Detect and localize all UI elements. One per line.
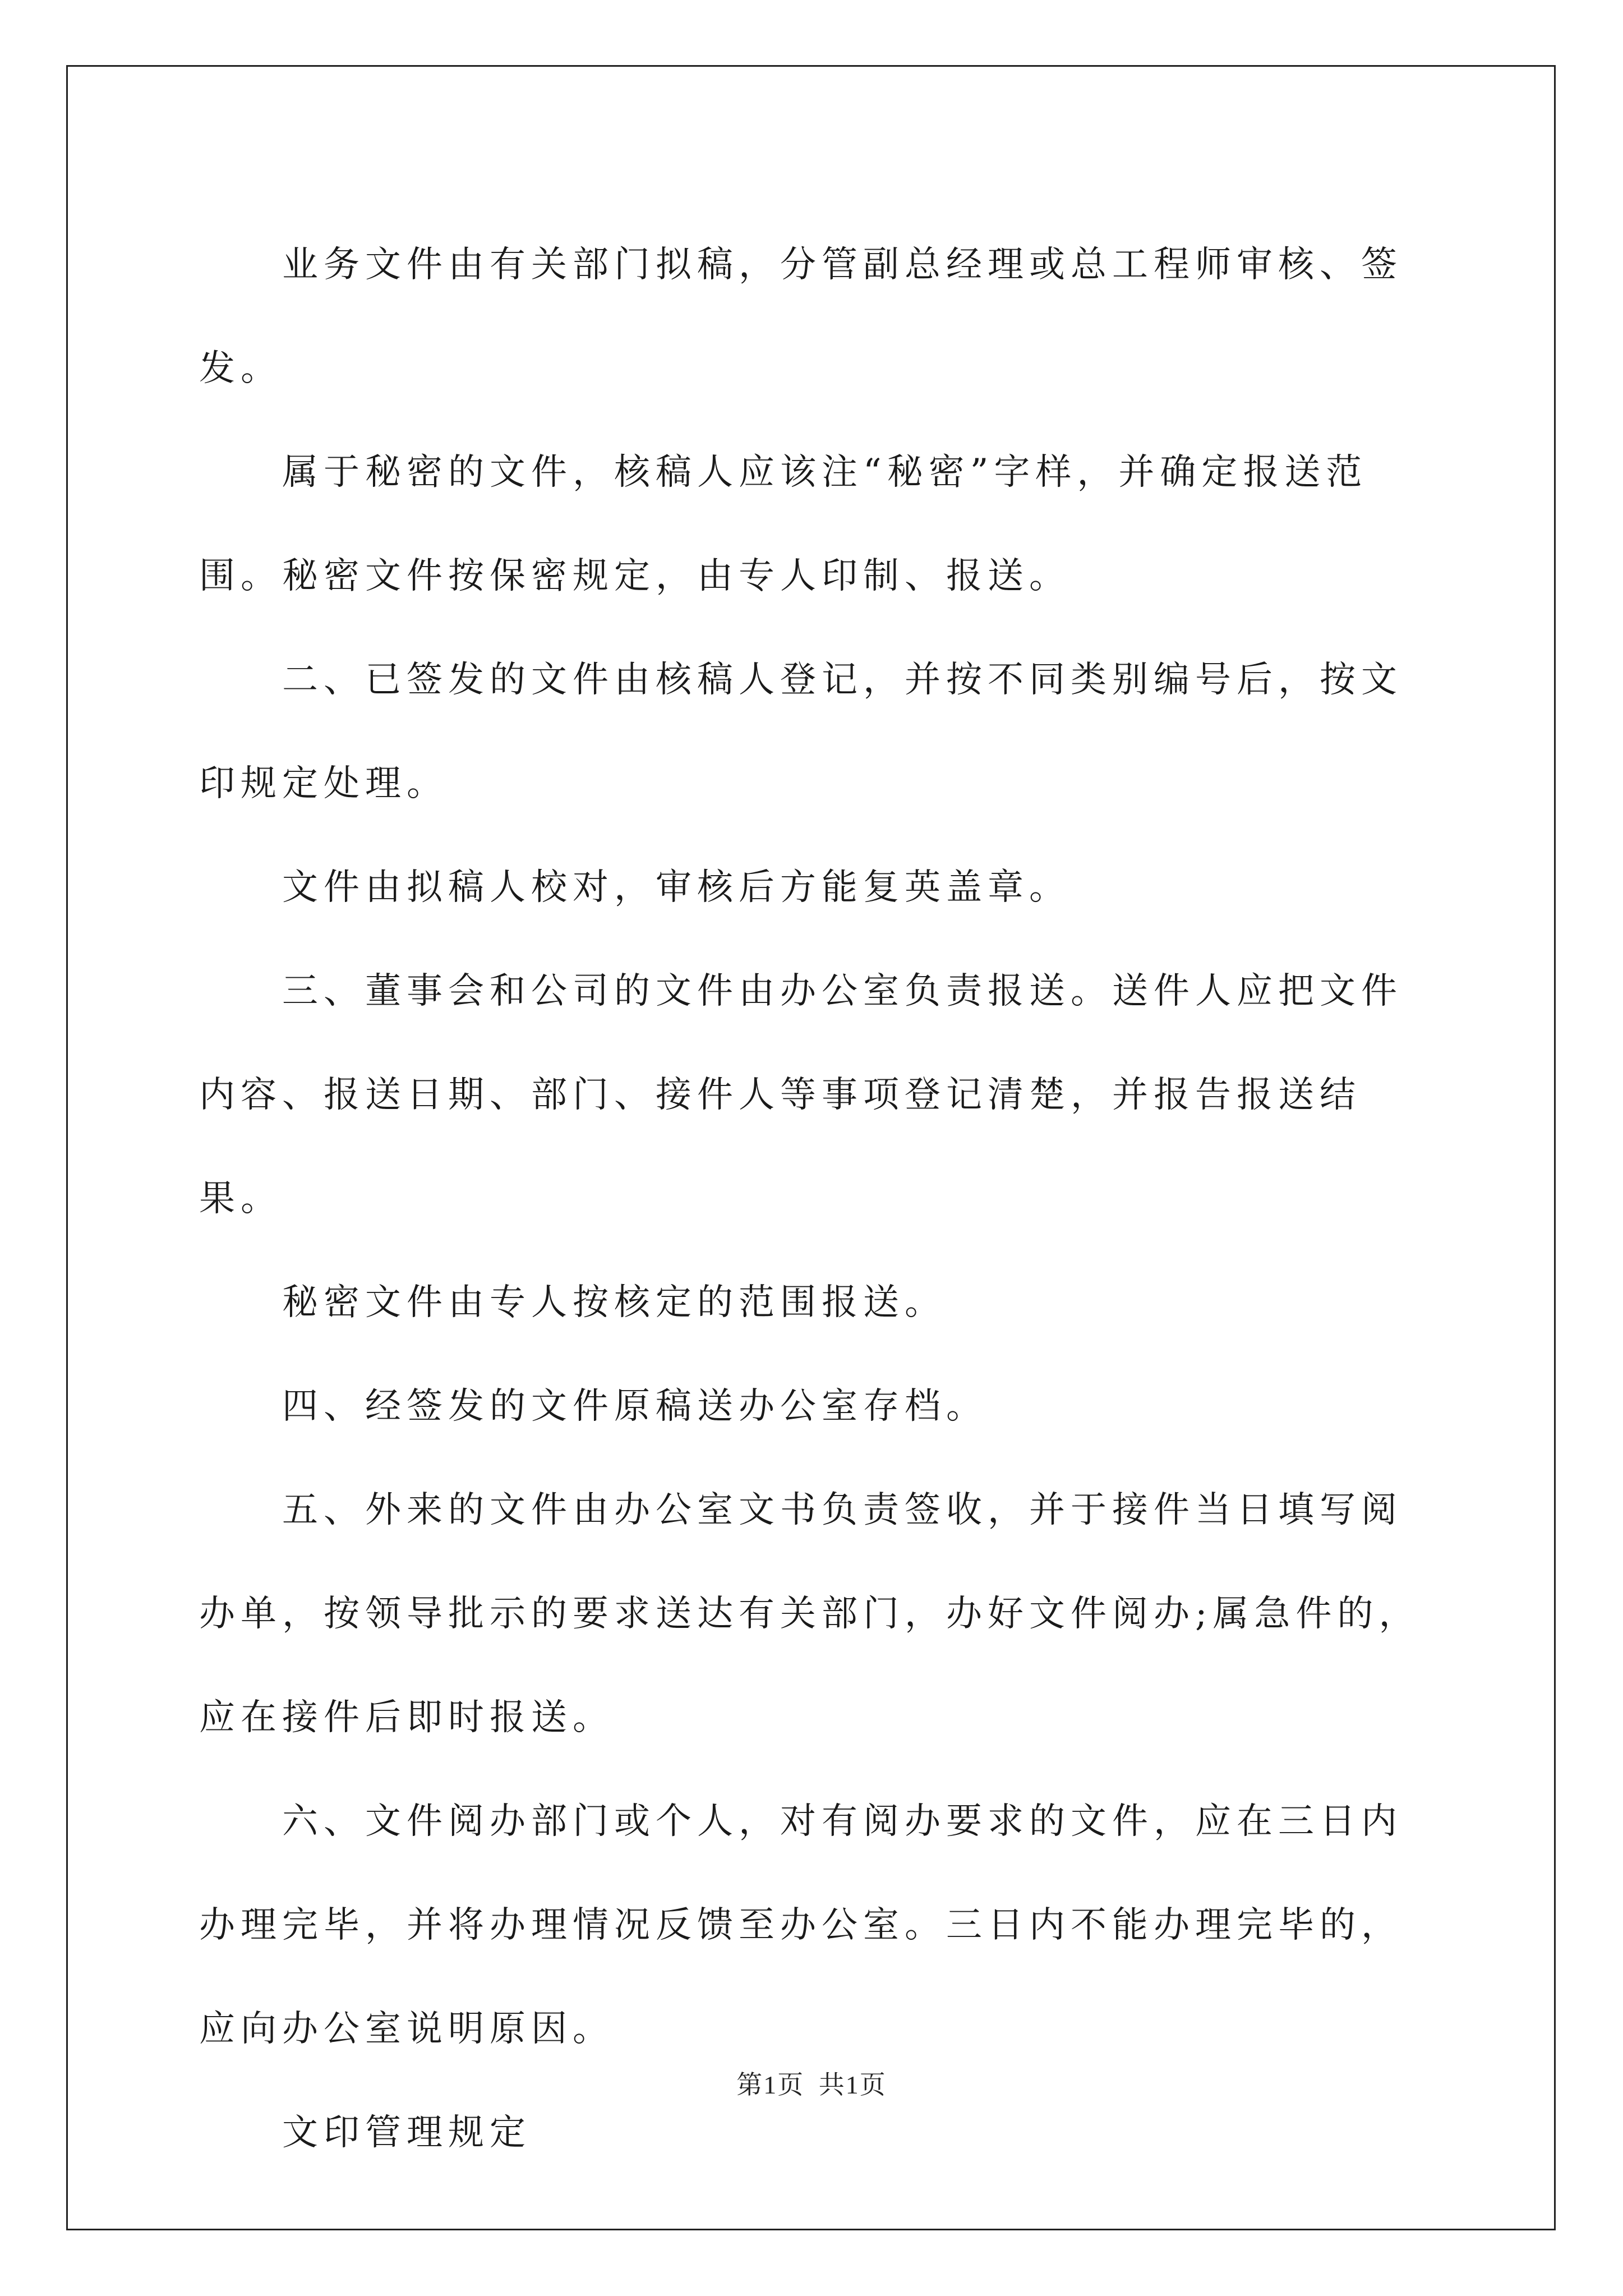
paragraph: 属于秘密的文件，核稿人应该注“秘密”字样，并确定报送范围。秘密文件按保密规定，由专人印制、报送。: [199, 452, 1368, 597]
paragraph: 文件由拟稿人校对，审核后方能复英盖章。: [282, 867, 1071, 908]
paragraph: 五、外来的文件由办公室文书负责签收，并于接件当日填写阅办单，按领导批示的要求送达有关部门，办好文件阅办;属急件的，应在接件后即时报送。: [199, 1489, 1421, 1738]
paragraph: 二、已签发的文件由核稿人登记，并按不同类别编号后，按文印规定处理。: [199, 659, 1403, 804]
page-number: 第1页: [736, 2070, 805, 2099]
document-body: [199, 213, 1422, 2185]
page-footer: [0, 2064, 1623, 2101]
page-total: 共1页: [818, 2070, 887, 2099]
section-heading: 文印管理规定: [282, 2112, 531, 2154]
paragraph: 四、经签发的文件原稿送办公室存档。: [282, 1386, 988, 1427]
paragraph: 三、董事会和公司的文件由办公室负责报送。送件人应把文件内容、报送日期、部门、接件人等事项登记清楚，并报告报送结果。: [199, 970, 1403, 1220]
paragraph: 业务文件由有关部门拟稿，分管副总经理或总工程师审核、签发。: [199, 244, 1403, 389]
paragraph: 秘密文件由专人按核定的范围报送。: [282, 1282, 946, 1323]
paragraph: 六、文件阅办部门或个人，对有阅办要求的文件，应在三日内办理完毕，并将办理情况反馈至办公室。三日内不能办理完毕的，应向办公室说明原因。: [199, 1801, 1403, 2050]
